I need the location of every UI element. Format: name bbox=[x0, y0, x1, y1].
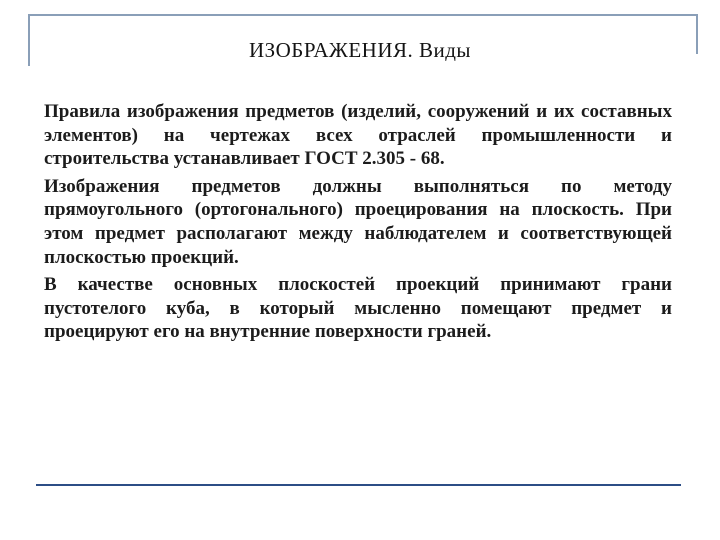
paragraph-projection-method: Изображения предметов должны выполняться по методу прямоугольного (ортогонального) проецирования на плоскость. При этом предмет располагают между наблюдателем и соответствующей плоскостью проекций. bbox=[44, 175, 672, 268]
frame-top-border bbox=[28, 14, 698, 16]
slide-body bbox=[44, 100, 672, 344]
slide-title: ИЗОБРАЖЕНИЯ. Виды bbox=[248, 38, 472, 62]
paragraph-cube-planes: В качестве основных плоскостей проекций принимают грани пустотелого куба, в который мысленно помещают предмет и проецируют его на внутренние поверхности граней. bbox=[44, 274, 672, 343]
paragraph-gost: Правила изображения предметов (изделий, сооружений и их составных элементов) на чертежах всех отраслей промышленности и строительства устанавливает ГОСТ 2.305 - 68. bbox=[44, 101, 672, 170]
bottom-divider bbox=[36, 484, 681, 486]
